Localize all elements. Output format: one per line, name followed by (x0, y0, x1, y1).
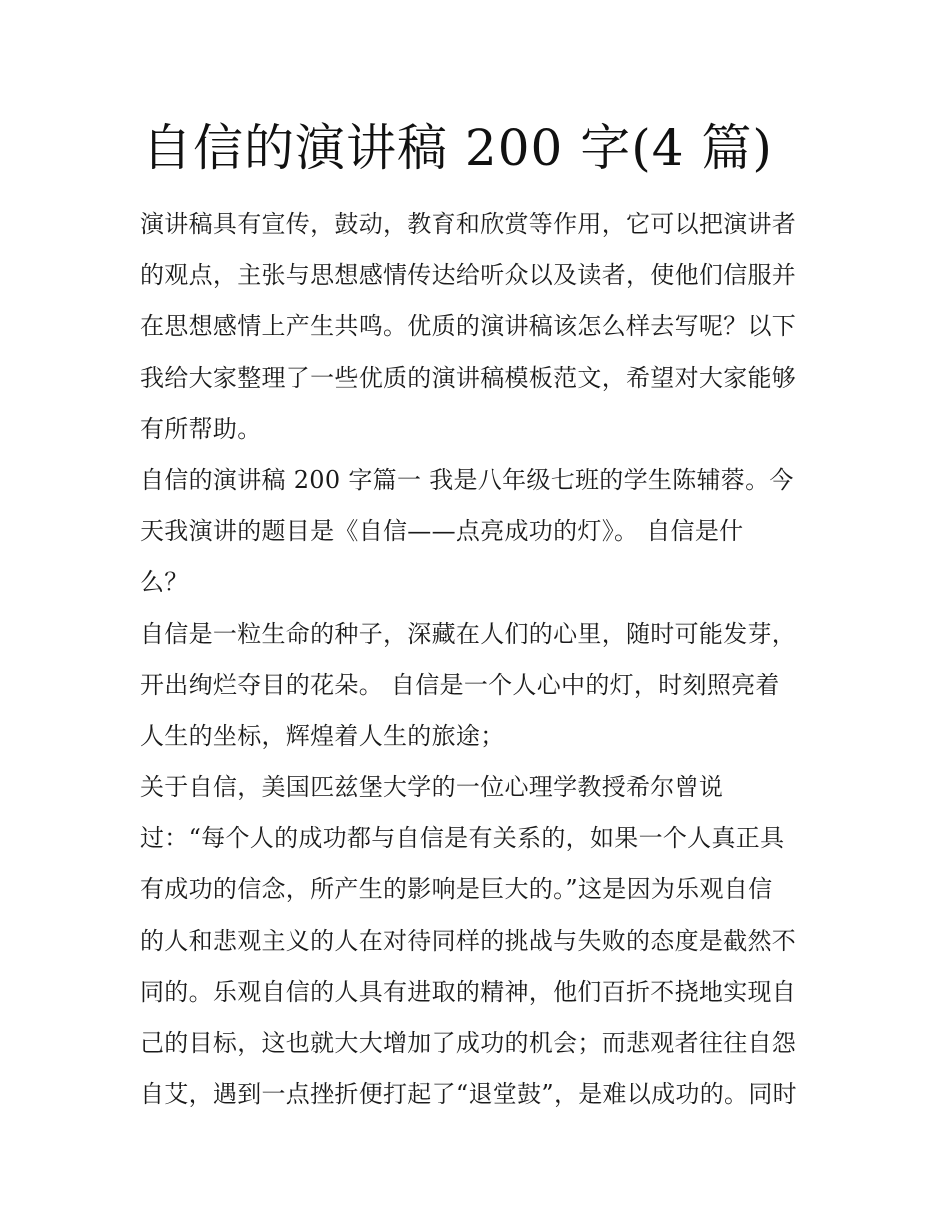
text-line: 在思想感情上产生共鸣。优质的演讲稿该怎么样去写呢？以下 (140, 312, 797, 341)
text-line: 的观点，主张与思想感情传达给听众以及读者，使他们信服并 (140, 261, 797, 290)
text-line: 过：“每个人的成功都与自信是有关系的，如果一个人真正具 (140, 824, 785, 853)
text-line: 么？ (140, 568, 189, 597)
text-line: 天我演讲的题目是《自信——点亮成功的灯》。 自信是什 (140, 517, 744, 546)
text-line: 自信是一粒生命的种子，深藏在人们的心里，随时可能发芽， (140, 619, 797, 648)
text-line: 自信的演讲稿 200 字篇一 我是八年级七班的学生陈辅蓉。今 (140, 465, 794, 494)
text-line: 自艾，遇到一点挫折便打起了“退堂鼓”，是难以成功的。同时 (140, 1080, 797, 1109)
text-line: 的人和悲观主义的人在对待同样的挑战与失败的态度是截然不 (140, 926, 797, 955)
text-line: 有成功的信念，所产生的影响是巨大的。”这是因为乐观自信 (140, 875, 773, 904)
document-body (140, 199, 816, 1120)
text-line: 开出绚烂夺目的花朵。 自信是一个人心中的灯，时刻照亮着 (140, 670, 780, 699)
text-line: 人生的坐标，辉煌着人生的旅途； (140, 721, 505, 750)
text-line: 有所帮助。 (140, 414, 262, 443)
text-line: 我给大家整理了一些优质的演讲稿模板范文，希望对大家能够 (140, 363, 797, 392)
text-line: 同的。乐观自信的人具有进取的精神，他们百折不挠地实现自 (140, 977, 797, 1006)
document-title: 自信的演讲稿 200 字(4 篇) (142, 119, 773, 177)
document-page (140, 0, 816, 1229)
text-line: 关于自信，美国匹兹堡大学的一位心理学教授希尔曾说 (140, 773, 724, 802)
text-line: 演讲稿具有宣传，鼓动，教育和欣赏等作用，它可以把演讲者 (140, 210, 797, 238)
text-line: 己的目标，这也就大大增加了成功的机会；而悲观者往往自怨 (140, 1029, 797, 1057)
